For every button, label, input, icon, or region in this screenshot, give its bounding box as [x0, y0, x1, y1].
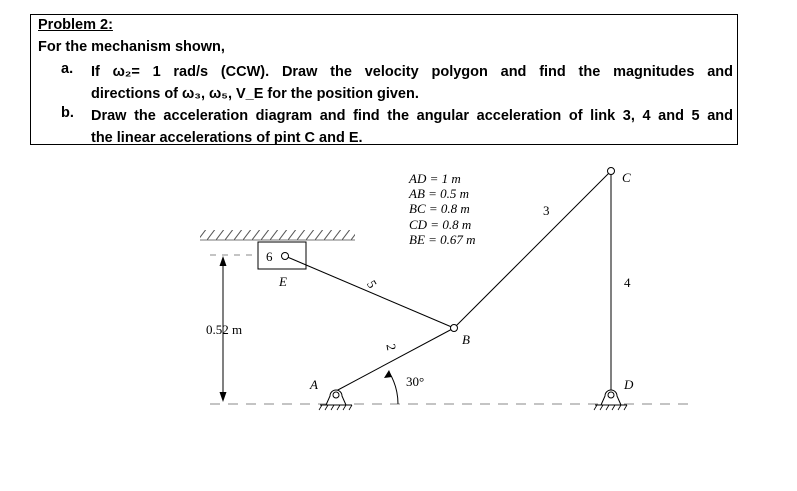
given-ab: AB = 0.5 m: [409, 186, 470, 201]
link-2-label: 2: [383, 342, 400, 352]
point-d-label: D: [624, 377, 634, 392]
link-5: [285, 256, 454, 328]
part-a-marker: a.: [61, 61, 74, 77]
point-b-label: B: [462, 332, 470, 347]
point-e-label: E: [279, 274, 287, 289]
given-cd: CD = 0.8 m: [409, 217, 472, 232]
height-label: 0.52 m: [206, 322, 243, 337]
joint-c: [608, 168, 615, 175]
slider-ground: [200, 230, 355, 240]
problem-title: Problem 2:: [38, 17, 113, 33]
point-a-label: A: [310, 377, 318, 392]
part-b-marker: b.: [61, 105, 74, 121]
problem-intro: For the mechanism shown,: [38, 39, 225, 55]
angle-arc: [384, 370, 398, 404]
given-bc: BC = 0.8 m: [409, 201, 470, 216]
point-c-label: C: [622, 170, 631, 185]
link-3: [454, 171, 611, 328]
link-6-label: 6: [266, 249, 273, 264]
link-2: [336, 328, 454, 391]
angle-label: 30°: [406, 374, 425, 389]
link-5-label: 5: [363, 277, 381, 291]
joint-e: [282, 253, 289, 260]
given-be: BE = 0.67 m: [409, 232, 476, 247]
part-b-line2: the linear accelerations of pint C and E.: [91, 130, 363, 146]
given-ad: AD = 1 m: [409, 171, 461, 186]
link-3-label: 3: [543, 203, 550, 218]
part-b-line1: Draw the acceleration diagram and find the angular acceleration of link 3, 4 and 5 and: [91, 108, 733, 124]
ground-pivot-d: [594, 390, 627, 410]
part-a-line1: If ω₂= 1 rad/s (CCW). Draw the velocity polygon and find the magnitudes and: [91, 64, 733, 80]
given-dimensions: [408, 171, 476, 247]
ground-pivot-a: [319, 390, 352, 410]
link-4-label: 4: [624, 275, 631, 290]
part-a-line2: directions of ω₃, ω₅, V_E for the position given.: [91, 86, 419, 102]
joint-b: [451, 325, 458, 332]
